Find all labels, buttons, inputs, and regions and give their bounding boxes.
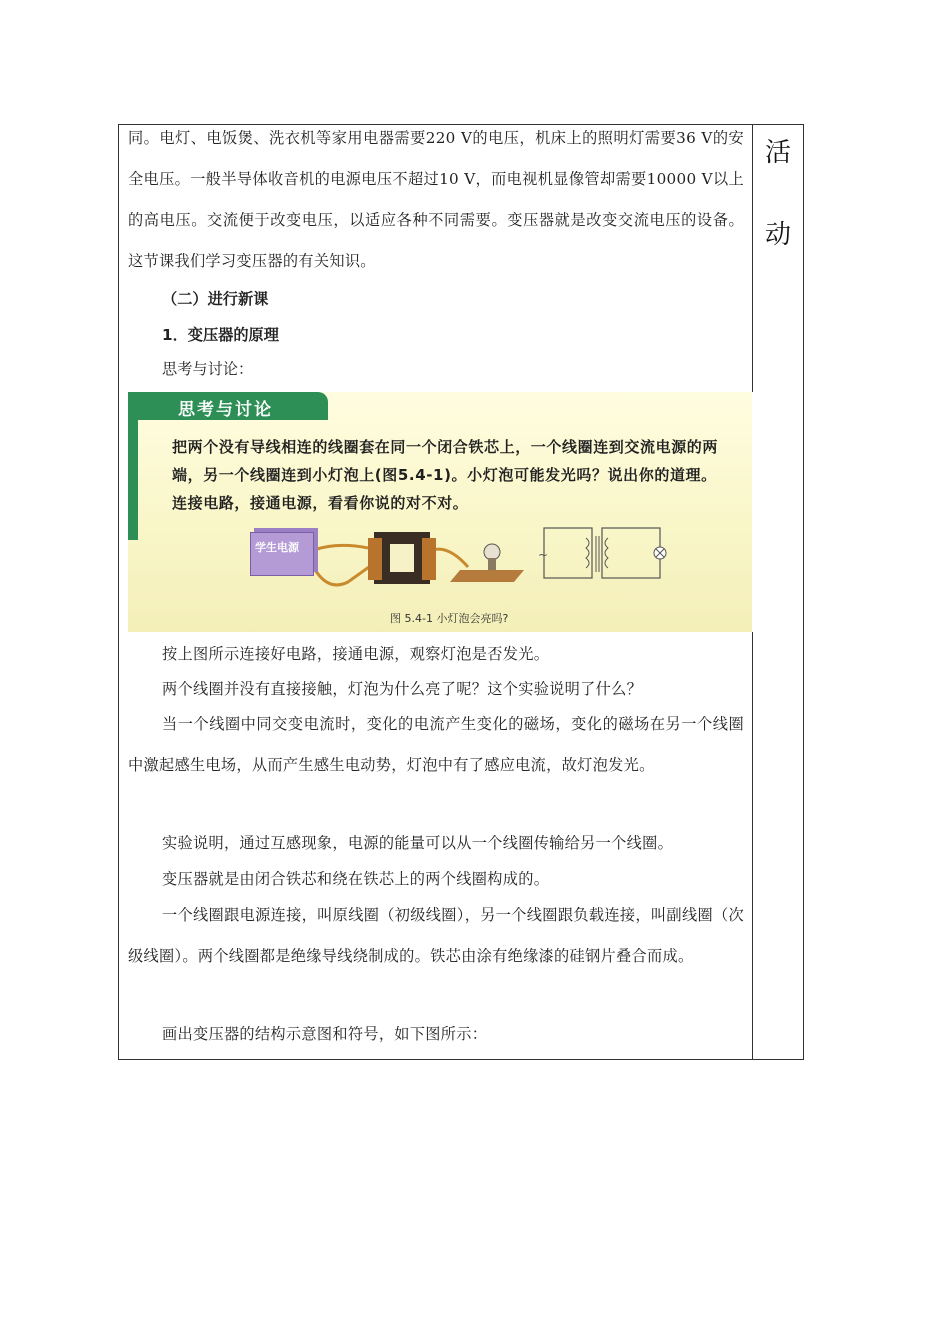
paragraph-coils: 一个线圈跟电源连接，叫原线圈（初级线圈），另一个线圈跟负载连接，叫副线圈（次级线圈）。两个线圈都是绝缘导线绕制成的。铁芯由涂有绝缘漆的硅钢片叠合而成。 xyxy=(128,906,744,965)
figure-caption: 图 5.4-1 小灯泡会亮吗? xyxy=(390,612,509,625)
paragraph-explanation: 当一个线圈中同交变电流时，变化的电流产生变化的磁场，变化的磁场在另一个线圈中激起感生电场，从而产生感生电动势，灯泡中有了感应电流，故灯泡发光。 xyxy=(128,715,744,774)
column-divider-top xyxy=(752,124,753,392)
paragraph-question: 两个线圈并没有直接接触，灯泡为什么亮了呢？这个实验说明了什么？ xyxy=(162,680,643,698)
student-power-supply xyxy=(250,532,314,576)
power-supply-label: 学生电源 xyxy=(255,541,299,554)
figure-text-line-3: 连接电路，接通电源，看看你说的对不对。 xyxy=(172,494,469,512)
column-divider-bottom xyxy=(752,632,753,1060)
paragraph-definition: 变压器就是由闭合铁芯和绕在铁芯上的两个线圈构成的。 xyxy=(162,870,550,888)
side-label-char-1: 活 xyxy=(765,138,792,168)
think-discuss-label: 思考与讨论： xyxy=(162,360,254,378)
wire-left-top xyxy=(314,545,368,550)
secondary-coil-symbol xyxy=(605,538,608,568)
transformer-window xyxy=(390,544,414,572)
transformer-coil-left xyxy=(368,538,382,580)
experiment-illustration xyxy=(128,392,752,632)
lamp-base xyxy=(450,570,524,582)
paragraph-conclusion: 实验说明，通过互感现象，电源的能量可以从一个线圈传输给另一个线圈。 xyxy=(162,834,674,852)
section-heading: （二）进行新课 xyxy=(162,290,269,308)
lamp-socket xyxy=(488,558,496,570)
paragraph-draw-instruction: 画出变压器的结构示意图和符号，如下图所示： xyxy=(162,1025,488,1043)
schematic-secondary-loop xyxy=(602,528,660,578)
schematic-primary-loop xyxy=(544,528,592,578)
figure-banner-text: 思考与讨论 xyxy=(178,400,273,420)
figure-text-line-2: 端，另一个线圈连到小灯泡上(图5.4-1)。小灯泡可能发光吗？说出你的道理。 xyxy=(172,466,717,484)
lamp-bulb-icon xyxy=(484,544,500,560)
subsection-heading: 1．变压器的原理 xyxy=(162,326,279,344)
side-label-char-2: 动 xyxy=(765,220,792,250)
transformer-coil-right xyxy=(422,538,436,580)
figure-text-line-1: 把两个没有导线相连的线圈套在同一个闭合铁芯上，一个线圈连到交流电源的两 xyxy=(172,438,719,456)
intro-paragraph: 同。电灯、电饭煲、洗衣机等家用电器需要220 V的电压，机床上的照明灯需要36 V的安全电压。一般半导体收音机的电源电压不超过10 V，而电视机显像管却需要10000 V以上的高电压。交流便于改变电压，以适应各种不同需要。变压器就是改变交流电压的设备。这节课我们学习变压器的有关知识。 xyxy=(128,129,744,270)
wire-left xyxy=(314,562,376,585)
ac-source-icon: ~ xyxy=(538,548,549,562)
primary-coil-symbol xyxy=(586,538,589,568)
textbook-figure xyxy=(128,392,752,632)
paragraph-observe: 按上图所示连接好电路，接通电源，观察灯泡是否发光。 xyxy=(162,645,550,663)
